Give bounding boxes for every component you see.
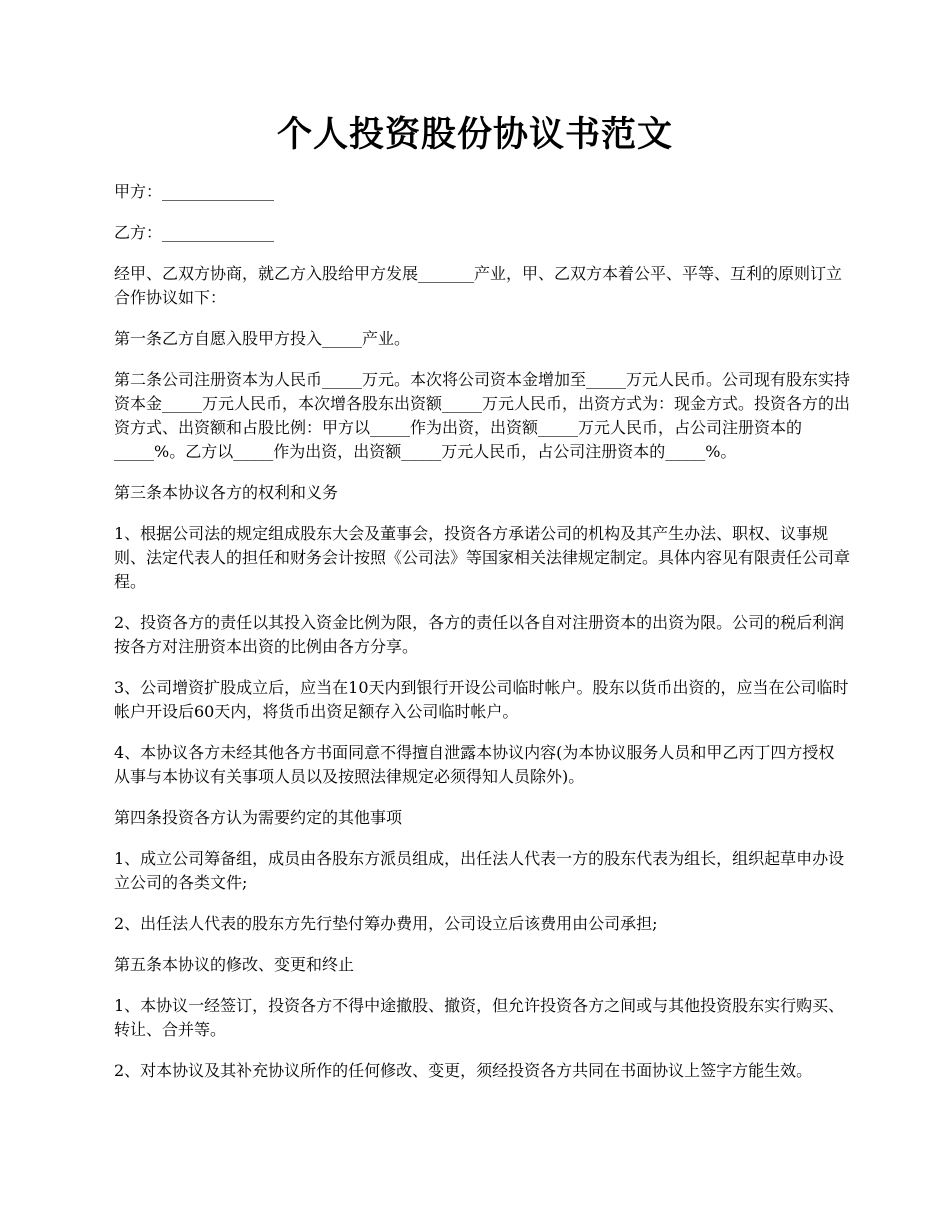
article-3-clause-4: 4、本协议各方未经其他各方书面同意不得擅自泄露本协议内容(为本协议服务人员和甲乙丙丁四方授权从事与本协议有关事项人员以及按照法律规定必须得知人员除外)。	[114, 743, 835, 786]
article-2: 第二条公司注册资本为人民币_____万元。本次将公司资本金增加至_____万元人民币。公司现有股东实持资本金_____万元人民币，本次增各股东出资额_____万元人民币，出资方式为：现金方式。投资各方的出资方式、出资额和占股比例：甲方以_____作为出资，出资额_____万元人民币，占公司注册资本的_____%。乙方以_____作为出资，出资额_____万元人民币，占公司注册资本的_____%。	[114, 370, 851, 461]
article-1: 第一条乙方自愿入股甲方投入_____产业。	[114, 329, 411, 348]
article-5-clause-1: 1、本协议一经签订，投资各方不得中途撤股、撤资，但允许投资各方之间或与其他投资股东实行购买、转让、合并等。	[114, 996, 845, 1039]
preamble-paragraph: 经甲、乙双方协商，就乙方入股给甲方发展_______产业，甲、乙双方本着公平、平等、互利的原则订立合作协议如下：	[114, 264, 843, 307]
article-3-clause-1: 1、根据公司法的规定组成股东大会及董事会，投资各方承诺公司的机构及其产生办法、职权、议事规则、法定代表人的担任和财务会计按照《公司法》等国家相关法律规定制定。具体内容见有限责任公司章程。	[114, 524, 851, 591]
article-4-clause-1: 1、成立公司筹备组，成员由各股东方派员组成，出任法人代表一方的股东代表为组长，组织起草申办设立公司的各类文件;	[114, 849, 845, 892]
article-4-clause-2: 2、出任法人代表的股东方先行垫付筹办费用，公司设立后该费用由公司承担;	[114, 914, 658, 933]
document-body	[114, 180, 850, 1100]
article-3-heading: 第三条本协议各方的权利和义务	[114, 483, 339, 502]
party-a-line: 甲方：______________	[114, 182, 275, 201]
article-5-heading: 第五条本协议的修改、变更和终止	[114, 955, 355, 974]
party-b-line: 乙方：______________	[114, 223, 275, 242]
article-5-clause-2: 2、对本协议及其补充协议所作的任何修改、变更，须经投资各方共同在书面协议上签字方能生效。	[114, 1061, 813, 1080]
article-3-clause-2: 2、投资各方的责任以其投入资金比例为限，各方的责任以各自对注册资本的出资为限。公司的税后利润按各方对注册资本出资的比例由各方分享。	[114, 613, 845, 656]
document-title: 个人投资股份协议书范文	[276, 114, 673, 155]
article-4-heading: 第四条投资各方认为需要约定的其他事项	[114, 808, 403, 827]
article-3-clause-3: 3、公司增资扩股成立后，应当在10天内到银行开设公司临时帐户。股东以货币出资的，应当在公司临时帐户开设后60天内，将货币出资足额存入公司临时帐户。	[114, 678, 849, 721]
